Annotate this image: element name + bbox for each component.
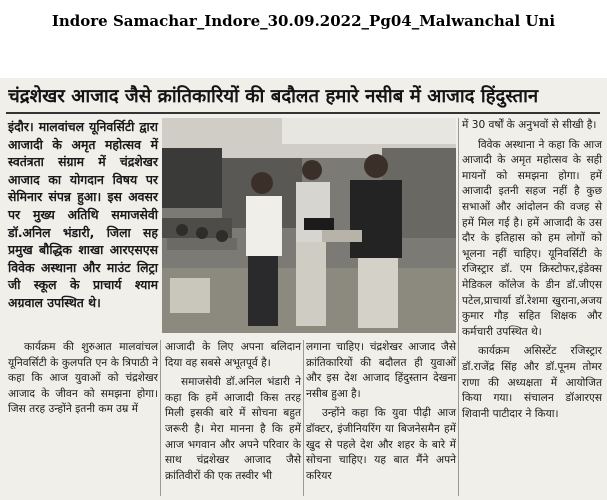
- newspaper-clipping: [0, 78, 607, 500]
- body-paragraph: कार्यक्रम की शुरुआत मालवांचल यूनिवर्सिटी के कुलपति एन के त्रिपाठी ने कहा कि आज युवाओं को चंद्रशेखर आजाद के जीवन को समझना होगा। जिस तरह उन्होंने इतनी कम उम्र में: [8, 341, 158, 416]
- column-divider: [303, 340, 304, 496]
- intro-paragraph: इंदौर। मालवांचल यूनिवर्सिटी द्वारा आजादी के अमृत महोत्सव में स्वतंत्रता संग्राम में चंद्रशेखर आजाद का योगदान विषय पर सेमिनार संपन्न हुआ। इस अवसर पर मुख्य अतिथि समाजसेवी डॉ.अनिल भंडारी, जिला सह प्रमुख बौद्धिक शाखा आरएसएस विवेक अस्थाना और माउंट लिट्रा जी स्कूल के प्राचार्य श्याम अग्रवाल उपस्थित थे।: [8, 119, 158, 310]
- body-paragraph: विवेक अस्थाना ने कहा कि आज आजादी के अमृत महोत्सव के सही मायनों को समझना होगा। हमें आजादी इतनी सहज नहीं है कुछ सभाओं और आंदोलन की वजह से हमें मिल गई है। हमें आजादी के उस दौर के इतिहास को हम लोगों को भूलना नहीं चाहिए। यूनिवर्सिटी के रजिस्ट्रार डॉ. एम क्रिस्टोफर,इंडेक्स मेडिकल कॉलेज के डीन डॉ.जीएस पटेल,प्राचार्या डॉ.रेशमा खुराना,अजय कुमार गौड़ सहित शिक्षक और कर्मचारी उपस्थित थे।: [462, 138, 602, 338]
- column-divider: [458, 118, 459, 496]
- body-column-4: [462, 118, 602, 426]
- body-paragraph: कार्यक्रम असिस्टेंट रजिस्ट्रार डॉ.राजेंद्र सिंह और डॉ.पूनम तोमर राणा की अध्यक्षता में आयोजित किया गया। संचालन डॉआरएस शिवानी पाटीदार ने किया।: [462, 345, 602, 420]
- body-paragraph: लगाना चाहिए। चंद्रशेखर आजाद जैसे क्रांतिकारियों की बदौलत ही युवाओं और इस देश आजाद हिंदुस्तान देखना नसीब हुआ है।: [306, 341, 456, 400]
- body-paragraph: उन्होंने कहा कि युवा पीढ़ी आज डॉक्टर, इंजीनियरिंग या बिजनेसमैन हमें खुद से पहले देश और शहर के बारे में सोचना चाहिए। यह बात मैंने अपने करियर: [306, 407, 456, 482]
- body-column-2: [165, 340, 301, 488]
- event-photo: [162, 118, 456, 333]
- body-column-1: [8, 340, 158, 422]
- clipping-caption: Indore Samachar_Indore_30.09.2022_Pg04_Malwanchal Uni: [51, 12, 556, 30]
- body-column-3: [306, 340, 456, 488]
- event-photo-image: [162, 118, 456, 333]
- body-paragraph: में 30 वर्षों के अनुभवों से सीखी है।: [462, 119, 597, 131]
- body-paragraph: समाजसेवी डॉ.अनिल भंडारी ने कहा कि हमें आजादी किस तरह मिली इसकी बारे में सोचना बहुत जरूरी है। मेरा मानना है कि हमें आज भगवान और अपने परिवार के साथ चंद्रशेखर आजाद जैसे क्रांतिवीरों की एक तस्वीर भी: [165, 376, 301, 482]
- column-divider: [160, 340, 161, 496]
- headline: चंद्रशेखर आजाद जैसे क्रांतिकारियों की बदौलत हमारे नसीब में आजाद हिंदुस्तान: [8, 86, 539, 107]
- headline-rule: [6, 112, 600, 114]
- body-paragraph: आजादी के लिए अपना बलिदान दिया वह सबसे अभूतपूर्व है।: [165, 341, 301, 369]
